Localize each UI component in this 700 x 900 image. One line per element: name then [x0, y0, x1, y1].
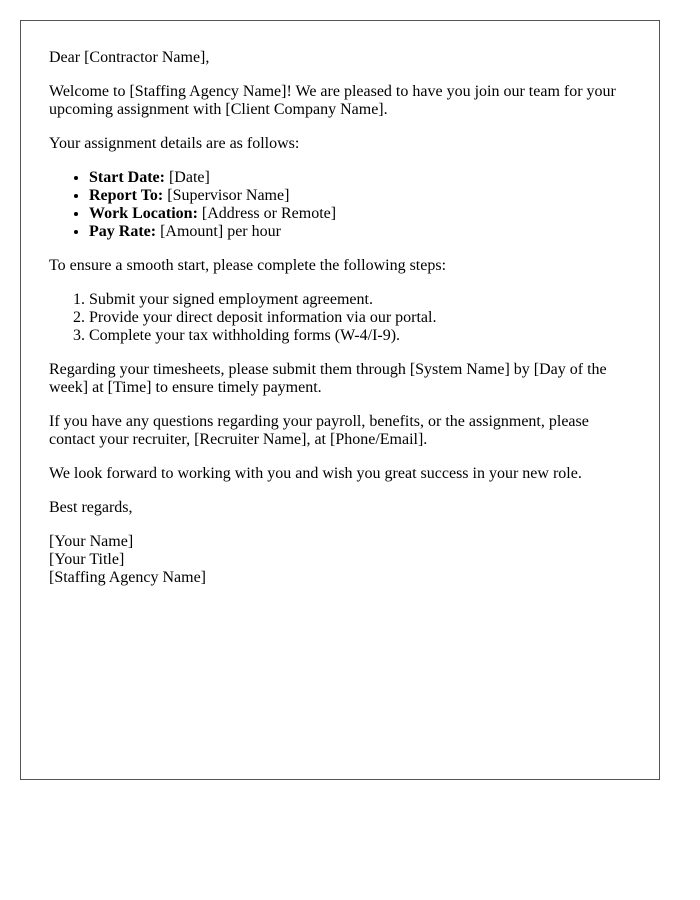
detail-value: [Supervisor Name] — [163, 187, 290, 204]
signature-name: [Your Name] — [49, 533, 134, 550]
detail-pay-rate — [89, 223, 631, 241]
detail-label: Start Date: — [89, 169, 165, 186]
welcome-paragraph: Welcome to [Staffing Agency Name]! We are pleased to have you join our team for your upcoming assignment with [Client Company Name]. — [49, 83, 616, 118]
detail-value: [Amount] per hour — [156, 223, 281, 240]
steps-intro: To ensure a smooth start, please complete the following steps: — [49, 257, 447, 274]
signature-agency: [Staffing Agency Name] — [49, 569, 206, 586]
detail-report-to — [89, 187, 631, 205]
letter-document — [20, 20, 660, 780]
step-item: 3. Complete your tax withholding forms (W-4/I-9). — [89, 327, 631, 345]
signature-title: [Your Title] — [49, 551, 125, 568]
detail-work-location — [89, 205, 631, 223]
step-item: 2. Provide your direct deposit information via our portal. — [89, 309, 631, 327]
detail-value: [Address or Remote] — [197, 205, 337, 222]
details-intro: Your assignment details are as follows: — [49, 135, 300, 152]
timesheets-paragraph: Regarding your timesheets, please submit them through [System Name] by [Day of the week] at [Time] to ensure timely payment. — [49, 361, 607, 396]
detail-start-date — [89, 169, 631, 187]
onboarding-steps-list — [49, 291, 631, 345]
detail-label: Report To: — [89, 187, 164, 204]
assignment-details-list — [49, 169, 631, 241]
questions-paragraph: If you have any questions regarding your payroll, benefits, or the assignment, please contact your recruiter, [Recruiter Name], at [Phone/Email]. — [49, 413, 589, 448]
closing-paragraph: We look forward to working with you and wish you great success in your new role. — [49, 465, 582, 482]
step-item: 1. Submit your signed employment agreement. — [89, 291, 631, 309]
detail-label: Work Location: — [89, 205, 198, 222]
sign-off: Best regards, — [49, 499, 133, 516]
detail-value: [Date] — [164, 169, 210, 186]
detail-label: Pay Rate: — [89, 223, 157, 240]
signature-block — [49, 533, 631, 587]
greeting: Dear [Contractor Name], — [49, 49, 210, 66]
